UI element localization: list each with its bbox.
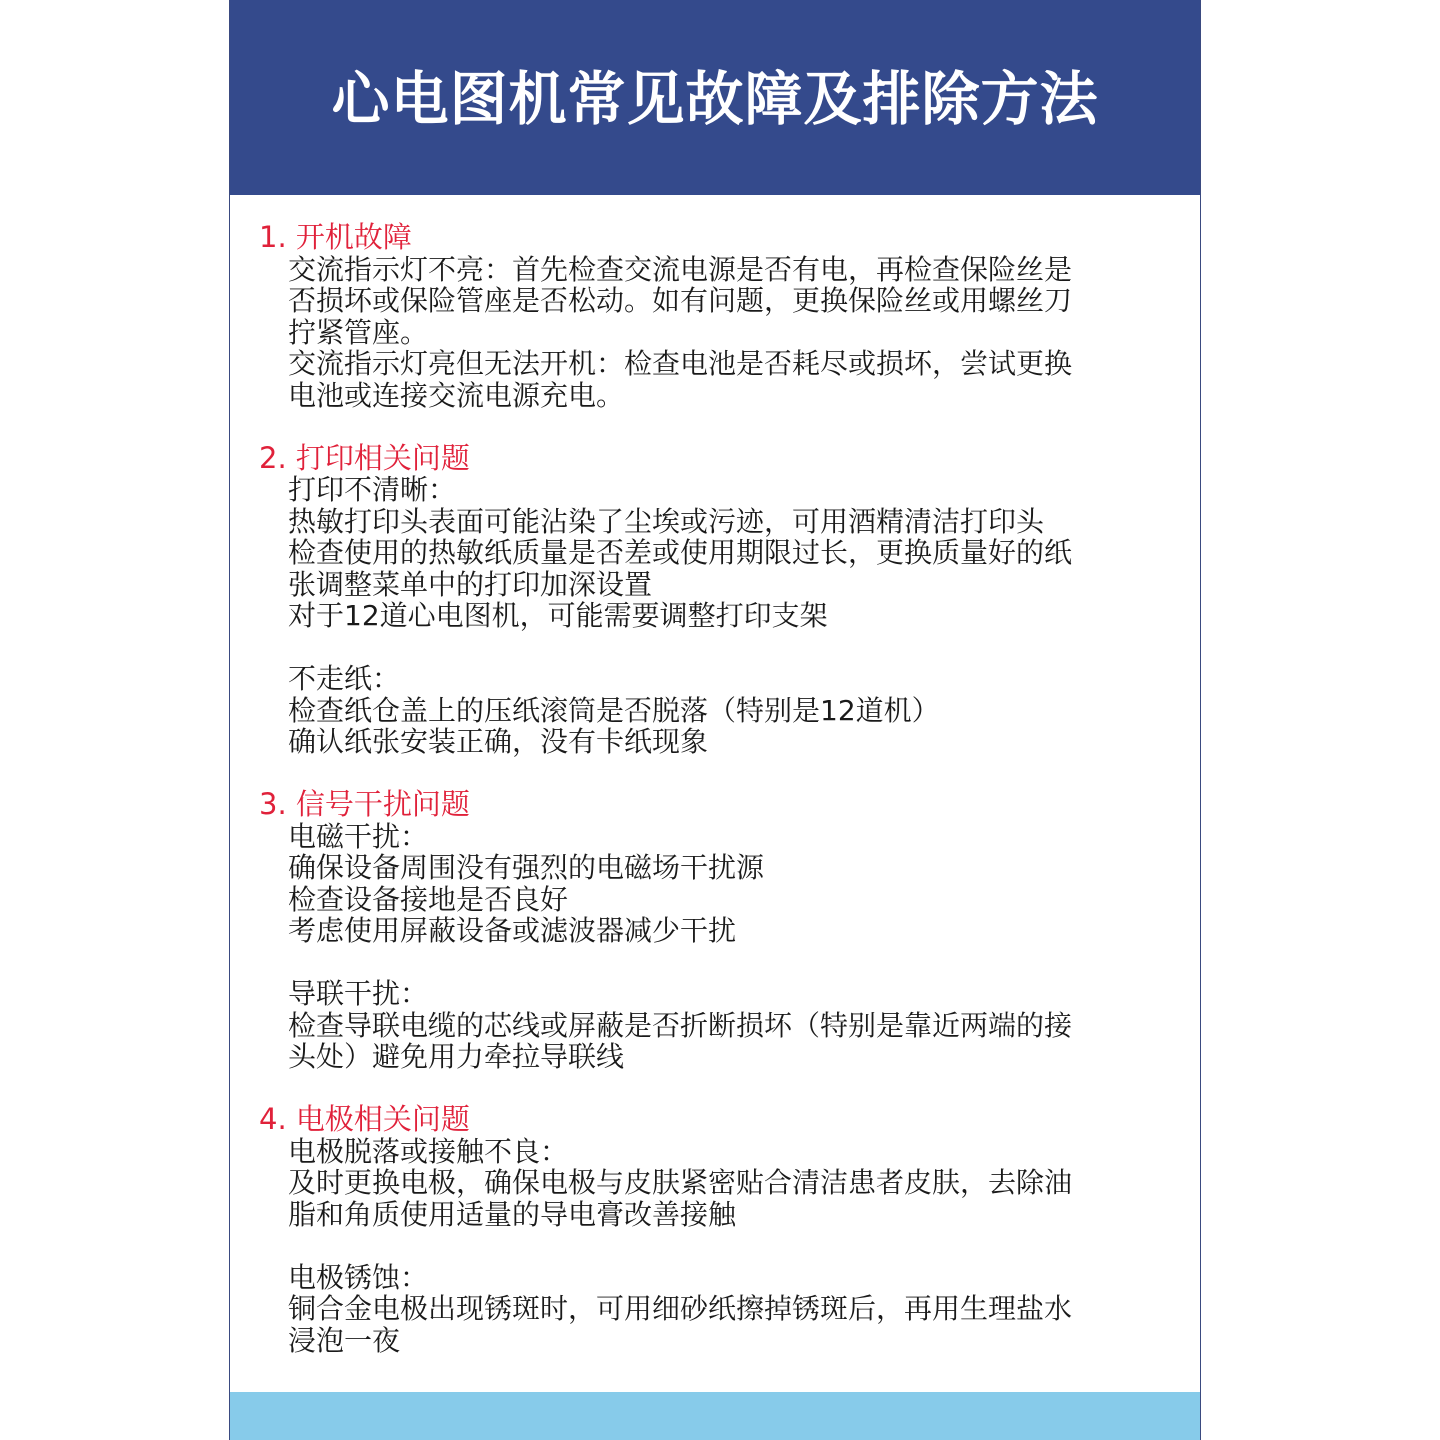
body-line: 交流指示灯不亮：首先检查交流电源是否有电，再检查保险丝是 [288,252,1073,286]
body-line: 头处）避免用力牵拉导联线 [288,1040,625,1073]
section-body [259,1136,1159,1357]
section-heading: 1. 开机故障 [259,220,412,254]
body-line: 检查导联电缆的芯线或屏蔽是否折断损坏（特别是靠近两端的接 [288,1008,1073,1042]
body-line: 确保设备周围没有强烈的电磁场干扰源 [288,851,765,884]
body-line: 电极锈蚀： [288,1260,429,1294]
body-line: 脂和角质使用适量的导电膏改善接触 [288,1197,737,1231]
body-line: 拧紧管座。 [288,315,429,349]
body-line: 及时更换电极，确保电极与皮肤紧密贴合清洁患者皮肤，去除油 [288,1166,1073,1199]
body-line: 电池或连接交流电源充电。 [288,378,625,412]
body-line: 不走纸： [288,662,401,695]
body-line: 对于12道心电图机，可能需要调整打印支架 [288,599,828,632]
body-line: 热敏打印头表面可能沾染了尘埃或污迹，可用酒精清洁打印头 [288,504,1045,538]
blank-line [288,947,1159,979]
content-area [259,222,1159,1356]
section-3 [259,789,1159,1073]
body-line: 确认纸张安装正确，没有卡纸现象 [288,725,709,758]
body-line: 电极脱落或接触不良： [288,1134,569,1168]
section-heading: 4. 电极相关问题 [259,1102,470,1136]
section-heading: 2. 打印相关问题 [259,440,470,475]
section-4 [259,1104,1159,1356]
body-line: 检查设备接地是否良好 [288,882,569,916]
footer-band [230,1392,1200,1440]
body-line: 铜合金电极出现锈斑时，可用细砂纸擦掉锈斑后，再用生理盐水 [288,1292,1073,1325]
page-title: 心电图机常见故障及排除方法 [331,64,1099,133]
body-line: 张调整菜单中的打印加深设置 [288,567,653,601]
body-line: 交流指示灯亮但无法开机：检查电池是否耗尽或损坏，尝试更换 [288,347,1073,380]
body-line: 浸泡一夜 [288,1323,401,1357]
section-body [259,254,1159,412]
title-banner [230,0,1200,195]
body-line: 导联干扰： [288,977,429,1010]
section-heading: 3. 信号干扰问题 [259,787,470,821]
section-body [259,474,1159,758]
body-line: 检查使用的热敏纸质量是否差或使用期限过长，更换质量好的纸 [288,536,1073,569]
blank-line [288,1230,1159,1262]
body-line: 否损坏或保险管座是否松动。如有问题，更换保险丝或用螺丝刀 [288,284,1073,317]
body-line: 检查纸仓盖上的压纸滚筒是否脱落（特别是12道机） [288,693,940,727]
poster [229,0,1201,1440]
body-line: 考虑使用屏蔽设备或滤波器减少干扰 [288,914,737,947]
body-line: 打印不清晰： [288,473,457,506]
section-body [259,821,1159,1073]
blank-line [288,632,1159,664]
body-line: 电磁干扰： [288,819,429,853]
section-2 [259,440,1159,758]
section-1 [259,222,1159,411]
